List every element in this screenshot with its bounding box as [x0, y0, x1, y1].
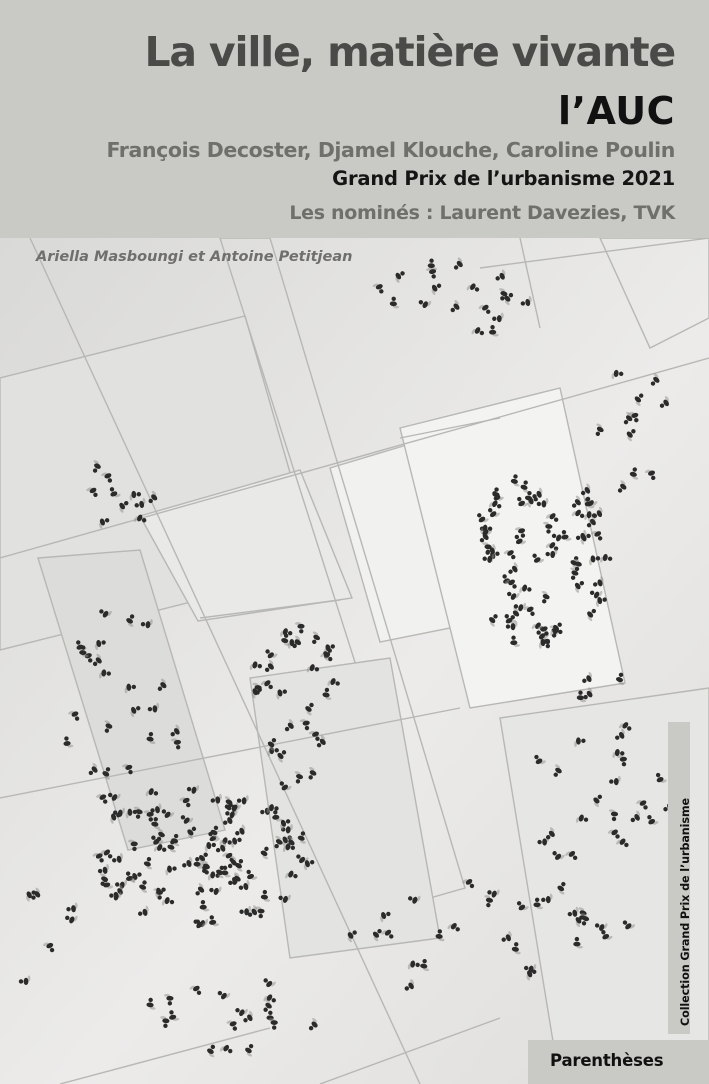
nominees-line: Les nominés : Laurent Davezies, TVK [289, 202, 675, 224]
publisher-badge [528, 1040, 709, 1084]
book-authors: Ariella Masboungi et Antoine Petitjean [36, 249, 353, 265]
book-subtitle: l’AUC [558, 89, 675, 133]
book-title: La ville, matière vivante [144, 28, 675, 76]
prize-name: Grand Prix de l’urbanisme 2021 [332, 167, 675, 190]
cover-photograph [0, 238, 709, 1084]
collection-label: Collection Grand Prix de l’urbanisme [679, 797, 692, 1026]
aerial-crowd-model-image [0, 238, 709, 1084]
cover-header [0, 0, 709, 238]
laureate-names: François Decoster, Djamel Klouche, Caroline Poulin [106, 138, 675, 162]
publisher-name: Parenthèses [550, 1051, 664, 1070]
